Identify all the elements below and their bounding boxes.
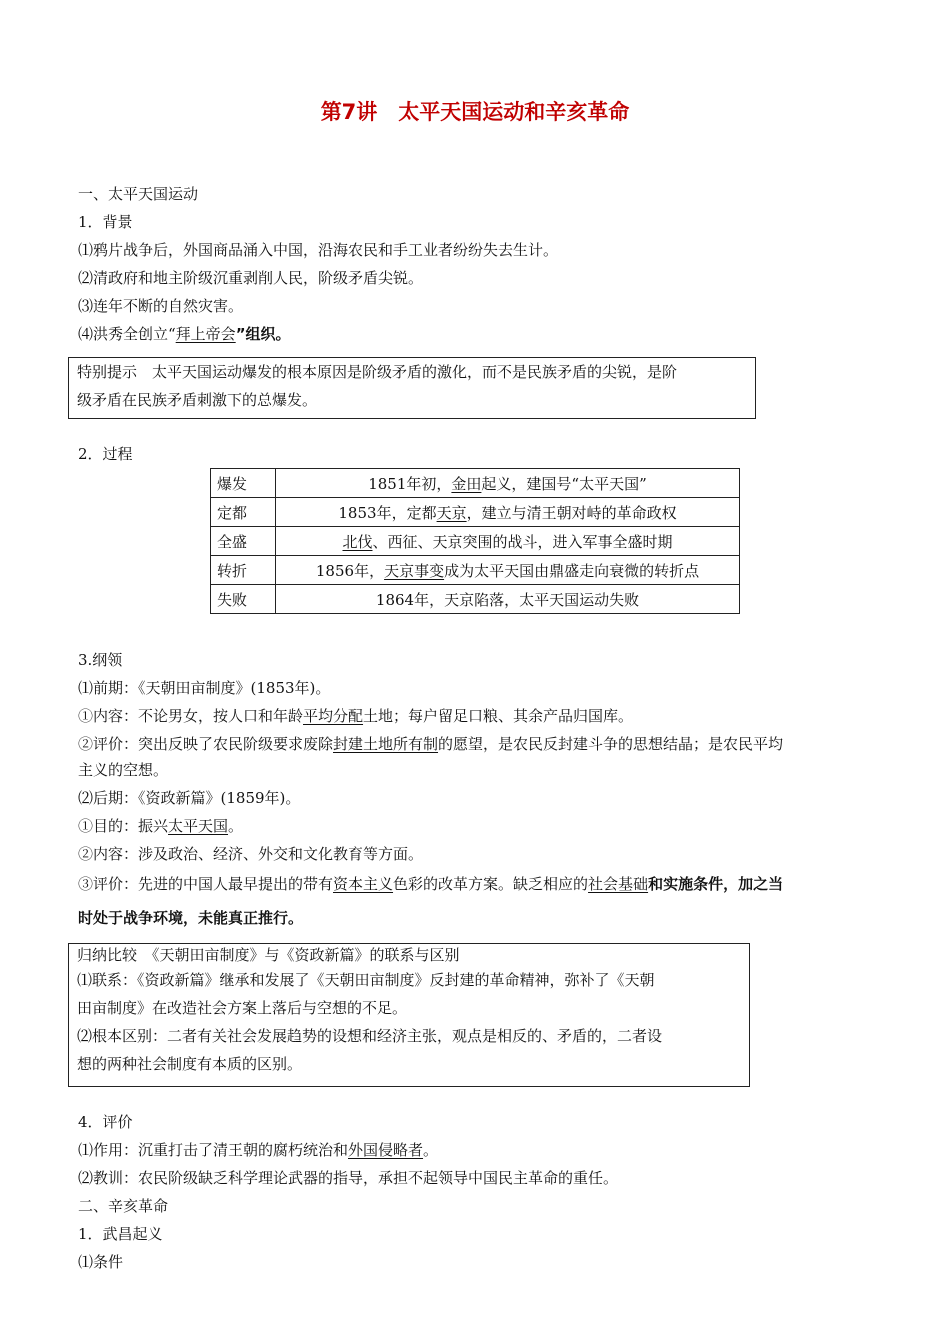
tip-line: 级矛盾在民族矛盾刺激下的总爆发。 (77, 391, 318, 409)
underlined-term: 封建土地所有制 (333, 735, 439, 753)
evaluation-lesson: ⑵教训：农民阶级缺乏科学理论武器的指导，承担不起领导中国民主革命的重任。 (78, 1169, 619, 1187)
text: ①内容：不论男女，按人口和年龄 (78, 707, 304, 725)
table-cell-detail (276, 585, 740, 614)
table-row (211, 585, 740, 614)
table-cell-detail (276, 556, 740, 585)
text: 色彩的改革方案。缺乏相应的 (393, 875, 589, 893)
compare-line: 想的两种社会制度有本质的区别。 (77, 1055, 303, 1073)
text: 土地；每户留足口粮、其余产品归国库。 (363, 707, 634, 725)
subheading-evaluation: 4．评价 (78, 1113, 133, 1131)
text: ”组织。 (235, 325, 291, 343)
program-late-content: ②内容：涉及政治、经济、外交和文化教育等方面。 (78, 845, 424, 863)
section-heading: 二、辛亥革命 (78, 1197, 169, 1215)
page-title: 第7讲 太平天国运动和辛亥革命 (320, 100, 630, 124)
table-row (211, 527, 740, 556)
text: 和实施条件，加之当 (648, 875, 784, 893)
compare-line: 田亩制度》在改造社会方案上落后与空想的不足。 (77, 999, 408, 1017)
table-cell-stage: 定都 (211, 498, 276, 527)
background-item: ⑴鸦片战争后，外国商品涌入中国，沿海农民和手工业者纷纷失去生计。 (78, 241, 559, 259)
background-item: ⑶连年不断的自然灾害。 (78, 297, 244, 315)
text: 的愿望，是农民反封建斗争的思想结晶；是农民平均 (438, 735, 784, 753)
program-late-evaluation-cont: 时处于战争环境，未能真正推行。 (78, 909, 304, 927)
table-cell-stage: 全盛 (211, 527, 276, 556)
text: 。 (228, 817, 244, 835)
underlined-term: 平均分配 (303, 707, 364, 725)
background-item (78, 324, 291, 344)
table-cell-stage: 失败 (211, 585, 276, 614)
compare-box (68, 943, 750, 1087)
underlined-term: 金田 (451, 474, 482, 493)
table-cell-detail (276, 527, 740, 556)
text: 1853年，定都 (338, 503, 437, 522)
program-late-goal (78, 816, 243, 836)
program-late-evaluation (78, 874, 783, 894)
text: ⑷洪秀全创立“ (78, 325, 176, 343)
section-heading: 一、太平天国运动 (78, 185, 199, 203)
text: ②评价：突出反映了农民阶级要求废除 (78, 735, 334, 753)
text: 。 (423, 1141, 439, 1159)
underlined-term: 外国侵略者 (348, 1141, 424, 1159)
underlined-term: 资本主义 (333, 875, 394, 893)
compare-line: ⑴联系：《资政新篇》继承和发展了《天朝田亩制度》反封建的革命精神，弥补了《天朝 (77, 971, 655, 989)
text: 起义，建国号“太平天国” (481, 474, 647, 493)
text: 、西征、天京突围的战斗，进入军事全盛时期 (372, 532, 673, 551)
table-row (211, 469, 740, 498)
underlined-term: 天京事变 (384, 561, 445, 580)
underlined-term: 拜上帝会 (175, 325, 236, 343)
evaluation-role (78, 1140, 438, 1160)
table-row (211, 498, 740, 527)
program-early-content (78, 706, 633, 726)
subheading-background: 1．背景 (78, 213, 133, 231)
table-cell-stage: 转折 (211, 556, 276, 585)
compare-line: ⑵根本区别：二者有关社会发展趋势的设想和经济主张，观点是相反的、矛盾的，二者设 (77, 1027, 663, 1045)
text: 1851年初， (368, 474, 452, 493)
program-early-evaluation (78, 734, 783, 754)
table-cell-stage: 爆发 (211, 469, 276, 498)
text: 1864年，天京陷落，太平天国运动失败 (375, 590, 640, 609)
tip-line: 特别提示 太平天国运动爆发的根本原因是阶级矛盾的激化，而不是民族矛盾的尖锐，是阶 (77, 363, 678, 381)
table-cell-detail (276, 469, 740, 498)
table-cell-detail (276, 498, 740, 527)
table-row (211, 556, 740, 585)
subheading-wuchang: 1．武昌起义 (78, 1225, 163, 1243)
compare-title: 归纳比较 《天朝田亩制度》与《资政新篇》的联系与区别 (77, 946, 460, 964)
program-early: ⑴前期：《天朝田亩制度》(1853年)。 (78, 679, 331, 697)
underlined-term: 社会基础 (588, 875, 649, 893)
text: ③评价：先进的中国人最早提出的带有 (78, 875, 334, 893)
text: 1856年， (315, 561, 385, 580)
program-late: ⑵后期：《资政新篇》(1859年)。 (78, 789, 301, 807)
program-early-evaluation-cont: 主义的空想。 (78, 761, 169, 779)
subheading-process: 2．过程 (78, 445, 133, 463)
wuchang-item: ⑴条件 (78, 1253, 124, 1271)
underlined-term: 天京 (436, 503, 467, 522)
process-table (210, 468, 740, 614)
underlined-term: 北伐 (342, 532, 373, 551)
text: 成为太平天国由鼎盛走向衰微的转折点 (444, 561, 700, 580)
text: ①目的：振兴 (78, 817, 169, 835)
underlined-term: 太平天国 (168, 817, 229, 835)
text: ，建立与清王朝对峙的革命政权 (466, 503, 677, 522)
text: ⑴作用：沉重打击了清王朝的腐朽统治和 (78, 1141, 349, 1159)
tip-box (68, 357, 756, 419)
subheading-program: 3.纲领 (78, 651, 123, 669)
background-item: ⑵清政府和地主阶级沉重剥削人民，阶级矛盾尖锐。 (78, 269, 424, 287)
